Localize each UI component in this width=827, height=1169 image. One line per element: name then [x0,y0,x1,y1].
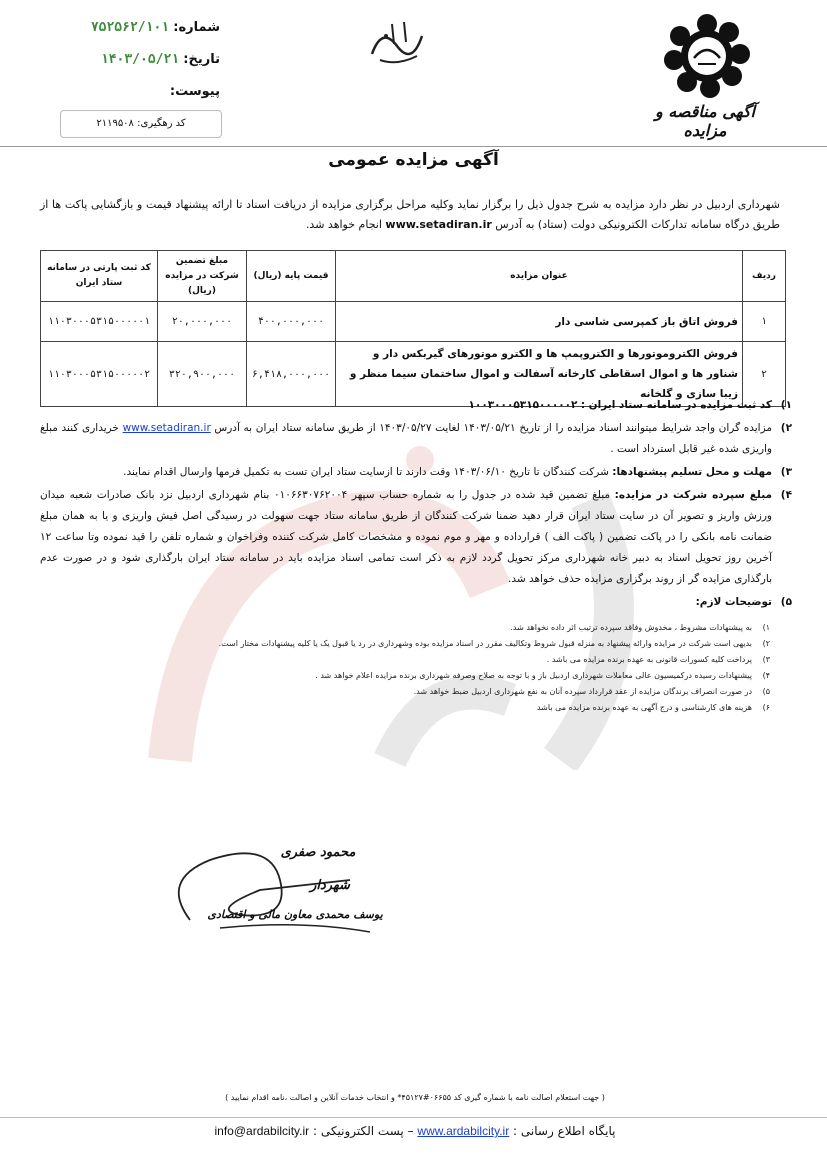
clause-text: مزایده گران واجد شرایط میتوانند اسناد مزایده را از تاریخ ۱۴۰۳/۰۵/۲۱ لغایت ۱۴۰۳/۰۵/۲۷ از طریق سامانه ستاد ایران به آدرس [214,422,772,434]
note-text: بدیهی است شرکت در مزایده وارائه پیشنهاد به منزله قبول شروط وتکالیف مقرر در اسناد مزایده بوده وشهرداری در رد یا قبول یک یا کلیه پیشنهادات مختار است. [218,639,752,648]
list-item [90,668,770,684]
clause-heading: کد ثبت مزایده در سامانه ستاد ایران : [580,399,772,411]
list-item [90,620,770,636]
clauses-list [40,395,790,615]
date-value: ۱۴۰۳/۰۵/۲۱ [100,52,180,67]
clause-number: ۵) [780,596,792,608]
clause-4 [40,485,790,590]
website-link[interactable]: www.ardabilcity.ir [417,1124,510,1138]
attachment-label: پیوست: [169,84,220,99]
note-text: پیشنهادات رسیده درکمیسیون عالی معاملات شهرداری اردبیل باز و با توجه به صلاح وصرفه شهرداری برنده مزایده اعلام خواهد شد . [315,671,752,680]
header-divider [0,146,827,147]
row-no: ۲ [743,342,786,407]
ardabil-municipality-logo [662,12,752,102]
clause-number: ۴) [780,489,792,501]
note-text: پرداخت کلیه کسورات قانونی به عهده برنده مزایده می باشد . [546,655,752,664]
row-setad-code: ۱۱۰۳۰۰۰۵۳۱۵۰۰۰۰۰۲ [41,342,158,407]
clause-heading: توضیحات لازم: [695,596,772,608]
email-link[interactable]: info@ardabilcity.ir [214,1124,310,1138]
note-text: به پیشنهادات مشروط ، مخدوش وفاقد سپرده ترتیب اثر داده نخواهد شد. [510,623,752,632]
table-row [41,302,786,342]
col-header-row-no: ردیف [743,251,786,302]
tracking-value: ۲۱۱۹۵۰۸ [96,118,134,129]
footer-divider [0,1117,827,1118]
signatory-deputy: یوسف محمدی معاون مالی و اقتصادی [207,908,383,921]
signature-stroke-icon [150,820,410,940]
notes-list [90,620,770,716]
calligraphy-emblem-icon [362,16,432,68]
tracking-code-box [60,110,222,138]
note-number: ۲) [762,639,770,648]
table-header-row [41,251,786,302]
signatory-role: شهردار [310,878,350,893]
note-number: ۳) [762,655,770,664]
clause-2 [40,418,790,460]
clause-number: ۱) [780,399,792,411]
tracking-label: کد رهگیری: [137,118,186,129]
note-number: ۱) [762,623,770,632]
list-item [90,636,770,652]
auction-table [40,250,786,407]
intro-text-2: انجام خواهد شد. [305,218,382,231]
row-setad-code: ۱۱۰۳۰۰۰۵۳۱۵۰۰۰۰۰۱ [41,302,158,342]
clause-text: مبلغ تضمین قید شده در جدول را به شماره حساب سپهر ۰۱۰۶۶۳۰۷۶۲۰۰۴ بنام شهرداری اردبیل نزد بانک صادرات شعبه میدان ورزش واریز و تصویر آن در سایت ستاد ایران قرار دهید ضمنا شرکت کنندگان از طریق سامانه ستاد جهت سهولت در رسیدگی اصل فیش واریزی و یا به همان مبلغ ضمانت نامه بانکی را در پاکت تضمین ( پاکت الف ) قرارداده و مهر و موم نموده و مشخصات کامل شرکت کننده وفراخوان و شماره تلفن را قید نموده وتا ساعت ۱۲ آخرین روز تحویل اسناد به دبیر خانه شهرداری مرکز تحویل گردد لازم به ذکر است تمامی اسناد مزایده باید در سامانه ستاد ایران بارگذاری شود و در صورت عدم بارگذاری مزایده گر از روند برگزاری مزایده حذف خواهد شد. [40,489,772,585]
clause-3 [40,462,790,483]
intro-site: www.setadiran.ir [385,218,492,231]
row-no: ۱ [743,302,786,342]
col-header-setad-code: کد ثبت پارتی در سامانه ستاد ایران [41,251,158,302]
note-number: ۴) [762,671,770,680]
page-title: آگهی مزایده عمومی [328,150,499,170]
intro-text-1: شهرداری اردبیل در نظر دارد مزایده به شرح جدول ذیل را برگزار نماید وکلیه مراحل برگزاری مزایده از دریافت اسناد تا ارائه پیشنهاد قیمت و بازگشایی پاکت ها از طریق درگاه سامانه تدارکات الکترونیکی دولت (ستاد) به آدرس [40,198,780,231]
date-label: تاریخ: [183,52,220,67]
clause-heading: مبلغ سپرده شرکت در مزایده: [614,489,772,501]
row-guarantee: ۲۰,۰۰۰,۰۰۰ [158,302,247,342]
note-text: هزینه های کارشناسی و درج آگهی به عهده برنده مزایده می باشد [536,703,752,712]
row-guarantee: ۳۲۰,۹۰۰,۰۰۰ [158,342,247,407]
row-base-price: ۴۰۰,۰۰۰,۰۰۰ [247,302,336,342]
setad-link[interactable]: www.setadiran.ir [122,422,211,434]
row-title: فروش اتاق باز کمپرسی شاسی دار [336,302,743,342]
number-value: ۷۵۲۵۶۲/۱۰۱ [90,20,170,35]
list-item [90,700,770,716]
row-title: فروش الکتروموتورها و الکتروپمپ ها و الکترو موتورهای گیربکس دار و شناور ها و اموال اسقاطی کارخانه آسفالت و اموال ساختمان سیما منظر و زیبا سازی و گلخانه [336,342,743,407]
clause-5 [40,592,790,613]
clause-code: ۱۰۰۳۰۰۰۵۳۱۵۰۰۰۰۰۲ [468,399,578,411]
intro-paragraph [40,195,780,235]
note-number: ۶) [762,703,770,712]
letter-meta [70,12,220,108]
note-text: در صورت انصراف برندگان مزایده از عقد قرارداد سپرده آنان به نفع شهرداری اردبیل ضبط خواهد شد. [413,687,752,696]
clause-text-2: خریداری کنند مبلغ واریزی شده غیر قابل استرداد است . [40,422,772,455]
col-header-guarantee: مبلغ تضمین شرکت در مزایده (ریال) [158,251,247,302]
list-item [90,684,770,700]
clause-text: شرکت کنندگان تا تاریخ ۱۴۰۳/۰۶/۱۰ وقت دارند تا ازسایت ستاد ایران تست به تکمیل فرمها وارسال اقدام نمایند. [123,466,609,478]
clause-1 [40,395,790,416]
note-number: ۵) [762,687,770,696]
footer-contact: پایگاه اطلاع رسانی : www.ardabilcity.ir – پست الکترونیکی : info@ardabilcity.ir [214,1124,616,1138]
clause-number: ۳) [780,466,792,478]
site-label: پایگاه اطلاع رسانی : [513,1124,616,1138]
signatory-name: محمود صفری [280,845,356,860]
number-label: شماره: [173,20,220,35]
authenticity-note: ( جهت استعلام اصالت نامه با شماره گیری کد ۰۶۶۵۵#۴۵۱۲۷* و انتخاب خدمات آنلاین و اصالت ،نامه اقدام نمایید ) [225,1093,605,1102]
col-header-title: عنوان مزایده [336,251,743,302]
col-header-base-price: قیمت پایه (ریال) [247,251,336,302]
row-base-price: ۶,۴۱۸,۰۰۰,۰۰۰ [247,342,336,407]
list-item [90,652,770,668]
clause-number: ۲) [780,422,792,434]
clause-heading: مهلت و محل تسلیم پیشنهادها: [612,466,772,478]
logo-caption: آگهی مناقصه و مزایده [654,102,755,140]
email-label: پست الکترونیکی : [313,1124,404,1138]
